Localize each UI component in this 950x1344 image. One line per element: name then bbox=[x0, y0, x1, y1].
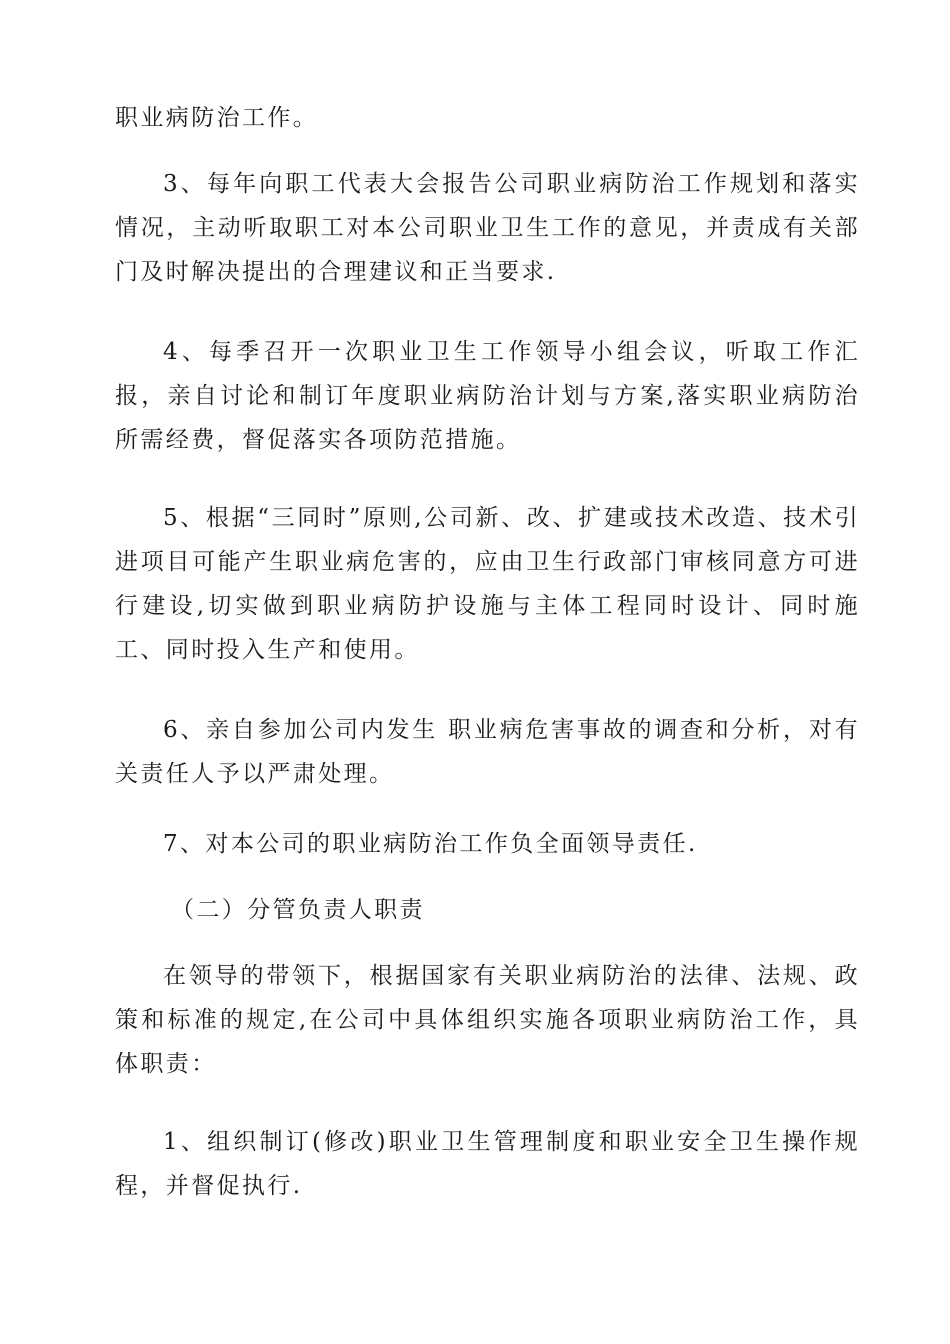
paragraph-item-5: 5、根据“三同时”原则,公司新、改、扩建或技术改造、技术引进项目可能产生职业病危害的，应由卫生行政部门审核同意方可进行建设,切实做到职业病防护设施与主体工程同时设计、同时施工、同时投入生产和使用。 bbox=[115, 505, 860, 663]
paragraph-item-3: 3、每年向职工代表大会报告公司职业病防治工作规划和落实情况，主动听取职工对本公司职业卫生工作的意见，并责成有关部门及时解决提出的合理建议和正当要求. bbox=[115, 171, 860, 285]
paragraph-item-4: 4、每季召开一次职业卫生工作领导小组会议，听取工作汇报，亲自讨论和制订年度职业病防治计划与方案,落实职业病防治所需经费，督促落实各项防范措施。 bbox=[115, 339, 860, 453]
paragraph-duty-1: 1、组织制订(修改)职业卫生管理制度和职业安全卫生操作规程，并督促执行. bbox=[115, 1129, 860, 1199]
section-heading: （二）分管负责人职责 bbox=[171, 897, 425, 923]
paragraph-item-7: 7、对本公司的职业病防治工作负全面领导责任. bbox=[163, 831, 698, 857]
paragraph-intro: 在领导的带领下，根据国家有关职业病防治的法律、法规、政策和标准的规定,在公司中具体组织实施各项职业病防治工作，具体职责： bbox=[115, 963, 860, 1077]
paragraph-item-6: 6、亲自参加公司内发生 职业病危害事故的调查和分析，对有关责任人予以严肃处理。 bbox=[115, 717, 860, 787]
paragraph-continuation: 职业病防治工作。 bbox=[115, 105, 319, 131]
